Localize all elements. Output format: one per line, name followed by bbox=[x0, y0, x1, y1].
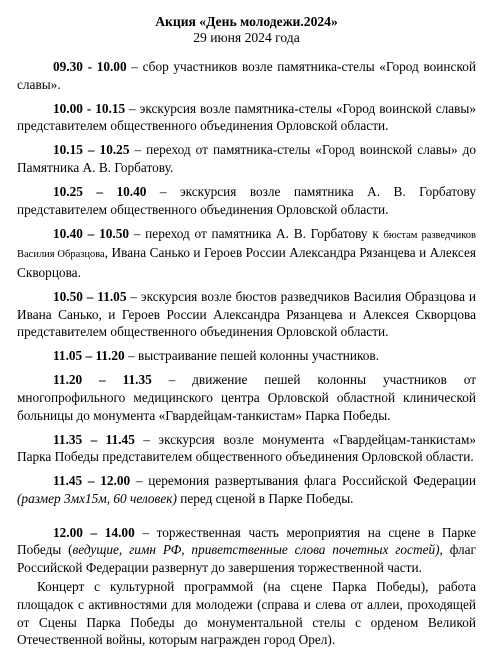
schedule-item bbox=[17, 431, 476, 466]
schedule-time: 10.00 - 10.15 bbox=[53, 100, 126, 116]
schedule-text: торжественная часть мероприятия на сцене в Парке Победы ( bbox=[17, 524, 477, 558]
schedule-item bbox=[17, 347, 476, 365]
schedule-item bbox=[17, 183, 476, 218]
schedule-separator: – bbox=[124, 348, 138, 364]
schedule-separator: – bbox=[151, 372, 193, 388]
schedule-time: 10.15 – 10.25 bbox=[53, 142, 130, 158]
schedule-time: 11.20 – 11.35 bbox=[53, 372, 152, 388]
schedule-separator: – bbox=[129, 142, 147, 158]
schedule-text-small: бюстам разведчиков Василия Образцова bbox=[17, 229, 476, 261]
schedule-time: 10.40 – 10.50 bbox=[53, 225, 129, 241]
schedule-text: экскурсия возле монумента «Гвардейцам-танкистам» Парка Победы представителем общественного объединения Орловской области. bbox=[17, 431, 477, 465]
schedule-time: 10.25 – 10.40 bbox=[53, 184, 147, 200]
schedule-time: 11.05 – 11.20 bbox=[53, 348, 125, 364]
schedule-item bbox=[17, 288, 476, 341]
schedule-text-italic: ведущие, гимн РФ, приветственные слова почетных гостей), bbox=[72, 542, 443, 558]
schedule-text: церемония развертывания флага Российской Федерации bbox=[148, 473, 477, 489]
schedule-separator: – bbox=[126, 59, 143, 74]
schedule-text: переход от памятника А. В. Горбатову к bbox=[145, 225, 384, 241]
schedule-time: 11.35 – 11.45 bbox=[53, 431, 135, 447]
schedule-text: движение пешей колонны участников от многопрофильного медицинского центра Орловской областной клинической больницы до монумента «Гвардейцам-танкистам» Парка Победы. bbox=[17, 372, 476, 423]
schedule-separator: – bbox=[126, 289, 141, 305]
schedule-item bbox=[17, 58, 476, 93]
schedule-item bbox=[17, 524, 476, 577]
schedule-text: флаг Российской Федерации развернут до завершения торжественной части. bbox=[17, 542, 476, 575]
schedule-text: переход от памятника-стелы «Город воинской славы» до Памятника А. В. Горбатову. bbox=[17, 142, 476, 175]
schedule-time: 12.00 – 14.00 bbox=[53, 524, 135, 540]
schedule-text: экскурсия возле памятника-стелы «Город воинской славы» представителем общественного объединения Орловской области. bbox=[17, 100, 476, 134]
schedule-text: , Ивана Санько и Героев России Александра Рязанцева и Алексея Скворцова. bbox=[17, 245, 477, 280]
schedule-separator: – bbox=[125, 100, 140, 116]
schedule-item bbox=[17, 371, 476, 424]
schedule-separator: – bbox=[134, 524, 157, 540]
schedule-separator: – bbox=[130, 473, 149, 489]
schedule-time: 10.50 – 11.05 bbox=[53, 289, 127, 305]
schedule-item bbox=[17, 100, 476, 135]
schedule-item bbox=[17, 472, 476, 507]
schedule-text: экскурсия возле памятника А. В. Горбатову представителем общественного объединения Орловской области. bbox=[17, 184, 477, 217]
schedule-separator: – bbox=[134, 431, 159, 447]
schedule-separator: – bbox=[146, 184, 180, 200]
schedule-text: экскурсия возле бюстов разведчиков Василия Образцова и Ивана Санько, и Героев России Александра Рязанцева и Алексея Скворцова представителем общественного объединения Орловской области. bbox=[17, 289, 476, 340]
schedule-item bbox=[17, 225, 476, 282]
schedule-time: 09.30 - 10.00 bbox=[53, 59, 127, 74]
schedule-text: перед сценой в Парке Победы. bbox=[176, 490, 354, 506]
document-date: 29 июня 2024 года bbox=[193, 30, 300, 45]
schedule-separator: – bbox=[129, 225, 146, 241]
closing-paragraph: Концерт с культурной программой (на сцене Парка Победы), работа площадок с активностями для молодежи (справа и слева от аллеи, проходящей от Сцены Парка Победы до монументальной стелы с орденом Великой Отечественной войны, которым награжден город Орел). bbox=[17, 579, 476, 648]
schedule-text: сбор участников возле памятника-стелы «Город воинской славы». bbox=[17, 59, 476, 92]
schedule-time: 11.45 – 12.00 bbox=[53, 473, 131, 489]
schedule-text: выстраивание пешей колонны участников. bbox=[137, 348, 380, 364]
schedule-item bbox=[17, 141, 476, 176]
document-title: Акция «День молодежи.2024» bbox=[155, 14, 338, 29]
schedule-text-italic: (размер 3мх15м, 60 человек) bbox=[17, 490, 177, 506]
